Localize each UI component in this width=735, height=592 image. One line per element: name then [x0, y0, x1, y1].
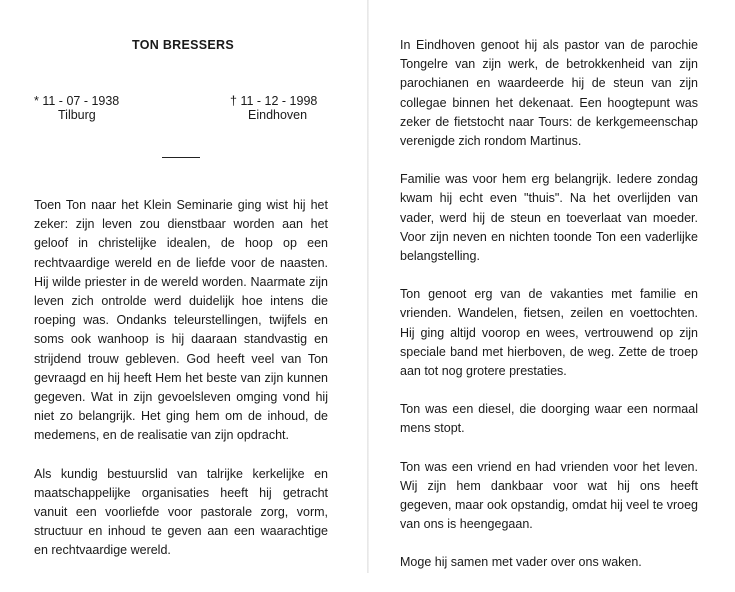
paragraph: In Eindhoven genoot hij als pastor van de parochie Tongelre van zijn werk, de betrokkenheid van zijn parochianen en waardeerde hij de steun van zijn collegae binnen het dekenaat. Een hoogtepunt was zeker de fietstocht naar Tours: de kerkgemeenschap verenigde zich rondom Martinus.	[400, 38, 698, 149]
death-date-value: 11 - 12 - 1998	[240, 94, 318, 108]
card-fold	[367, 0, 369, 573]
left-page	[0, 0, 366, 573]
paragraph: Familie was voor hem erg belangrijk. Iedere zondag kwam hij echt even "thuis". Na het overlijden van vader, werd hij de steun en toeverlaat van moeder. Voor zijn neven en nichten toonde Ton een vaderlijke belangstelling.	[400, 172, 698, 264]
death-place: Eindhoven	[248, 108, 308, 122]
deceased-name: TON BRESSERS	[131, 38, 234, 52]
paragraph: Als kundig bestuurslid van talrijke kerkelijke en maatschappelijke organisaties heeft hij getracht vanuit een voorliefde voor pastorale zorg, vorm, structuur en inhoud te geven aan een waarachtige en rechtvaardige wereld.	[34, 466, 328, 558]
left-body-text	[34, 196, 328, 580]
divider	[162, 157, 200, 158]
paragraph: Ton genoot erg van de vakanties met familie en vrienden. Wandelen, fietsen, zeilen en voettochten. Hij ging altijd voorop en wees, vertrouwend op zijn speciale band met hierboven, de weg. Zette de troep aan tot nog grotere prestaties.	[400, 287, 698, 379]
right-body-text	[400, 36, 698, 592]
paragraph: Ton was een vriend en had vrienden voor het leven. Wij zijn hem dankbaar voor wat hij ons heeft gegeven, maar ook opstandig, omdat hij veel te vroeg van ons is heengegaan.	[400, 459, 698, 532]
paragraph: Moge hij samen met vader over ons waken.	[400, 555, 642, 570]
birth-place: Tilburg	[58, 108, 96, 122]
birth-date-value: 11 - 07 - 1938	[42, 94, 120, 108]
death-cross-icon: †	[230, 94, 237, 108]
paragraph: Toen Ton naar het Klein Seminarie ging wist hij het zeker: zijn leven zou dienstbaar worden aan het geloof in christelijke idealen, de hoop op een rechtvaardige wereld en de liefde voor de naasten. Hij wilde priester in de wereld worden. Naarmate zijn leven zich ontrolde werd duidelijk hoe intens die roeping was. Ondanks teleurstellingen, twijfels en soms ook wanhoop is hij daaraan standvastig en strijdend trouw gebleven. God heeft veel van Ton gevraagd en hij heeft Hem het beste van zijn kunnen gegeven. Wat in zijn gevoelsleven omging vond hij niet zo belangrijk. Het ging hem om de inhoud, de medemens, en de realisatie van zijn opdracht.	[34, 198, 328, 443]
paragraph: Ton was een diesel, die doorging waar een normaal mens stopt.	[400, 402, 698, 436]
birth-star-icon: *	[34, 94, 39, 108]
right-page	[370, 0, 735, 573]
